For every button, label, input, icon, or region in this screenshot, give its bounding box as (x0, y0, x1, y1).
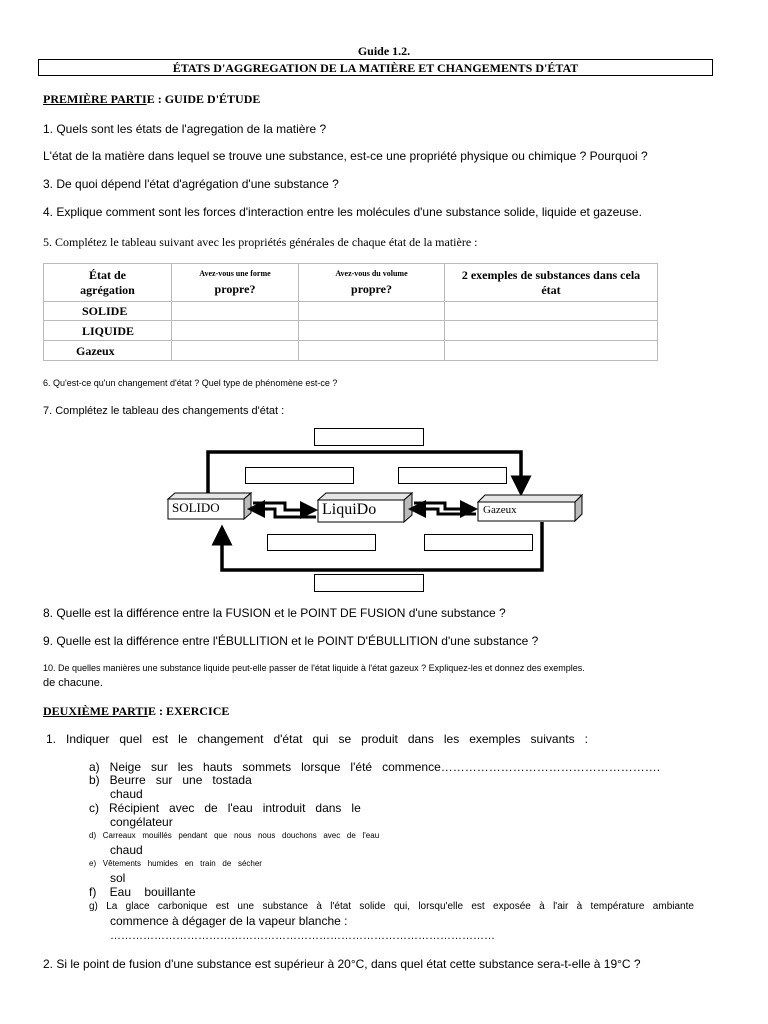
header-volume-big: propre? (351, 281, 392, 296)
exercise-item-d-line2: chaud (110, 843, 143, 857)
answer-box-fusion[interactable] (245, 467, 354, 484)
header-state-line1: État de (89, 267, 126, 282)
exercise-item-a: a) Neige sur les hauts sommets lorsque l'été commence………………………………………………. (89, 760, 661, 774)
answer-box-solidification[interactable] (267, 534, 376, 551)
exercise-item-b-line2: chaud (110, 787, 143, 801)
row-label-liquid: LIQUIDE (44, 321, 172, 341)
row-label-gas: Gazeux (44, 341, 172, 361)
table-row (44, 341, 658, 361)
exercise-item-g-line2: commence à dégager de la vapeur blanche : (110, 914, 348, 928)
question-8: 8. Quelle est la différence entre la FUSION et le POINT DE FUSION d'une substance ? (43, 606, 506, 620)
table-cell[interactable] (445, 341, 658, 361)
part1-heading-rest: E : GUIDE D'ÉTUDE (146, 92, 261, 106)
question-9: 9. Quelle est la différence entre l'ÉBULLITION et le POINT D'ÉBULLITION d'une substance ? (43, 634, 539, 648)
exercise-item-g-dots: …………………………………………………………………………………………… (110, 930, 495, 942)
header-cell-examples (445, 264, 658, 302)
exercise-item-c-line2: congélateur (110, 815, 173, 829)
table-cell[interactable] (445, 321, 658, 341)
question-10-line1: 10. De quelles manières une substance liquide peut-elle passer de l'état liquide à l'état gazeux ? Expliquez-les et donnez des exemples. (43, 663, 585, 673)
exercise-item-b-line1: b) Beurre sur une tostada (89, 773, 252, 787)
question-10-line2: de chacune. (43, 677, 103, 689)
table-cell[interactable] (299, 321, 445, 341)
guide-number: Guide 1.2. (357, 44, 411, 58)
table-cell[interactable] (172, 341, 299, 361)
liquid-label: LiquiDo (322, 501, 377, 518)
table-cell[interactable] (172, 302, 299, 321)
question-7: 7. Complétez le tableau des changements d'état : (43, 405, 285, 417)
exercise-item-e-line2: sol (110, 871, 126, 885)
state-change-diagram (160, 420, 600, 595)
answer-box-deposition[interactable] (314, 574, 424, 592)
header-examples-line1: 2 exemples de substances dans cela (461, 267, 641, 282)
exercise-1: 1. Indiquer quel est le changement d'état qui se produit dans les exemples suivants : (46, 732, 588, 746)
exercise-item-d-line1: d) Carreaux mouillés pendant que nous nous douchons avec de l'eau (89, 831, 380, 840)
exercise-item-e-line1: e) Vêtements humides en train de sécher (89, 859, 262, 868)
table-row (44, 302, 658, 321)
answer-box-sublimation[interactable] (314, 428, 424, 446)
table-header-row (44, 264, 658, 302)
exercise-item-g-line1: g) La glace carbonique est une substance à l'état solide qui, lorsqu'elle est exposée à l'air à température ambiante (89, 901, 694, 912)
part2-heading-rest: E : EXERCICE (148, 704, 230, 718)
gas-label: Gazeux (483, 504, 517, 516)
exercise-item-f: f) Eau bouillante (89, 885, 196, 899)
question-6: 6. Qu'est-ce qu'un changement d'état ? Quel type de phénomène est-ce ? (43, 378, 338, 388)
header-cell-volume (299, 264, 445, 302)
states-table (43, 263, 658, 361)
part1-heading (43, 92, 260, 107)
solid-label: SOLIDO (172, 500, 220, 515)
header-examples-line2: état (541, 282, 561, 297)
header-cell-shape (172, 264, 299, 302)
header-shape-small: Avez-vous une forme (199, 268, 271, 278)
question-4: 4. Explique comment sont les forces d'interaction entre les molécules d'une substance solide, liquide et gazeuse. (43, 205, 642, 219)
exercise-2: 2. Si le point de fusion d'une substance est supérieur à 20°C, dans quel état cette substance sera-t-elle à 19°C ? (43, 957, 641, 971)
header-cell-state (44, 264, 172, 302)
header-volume-small: Avez-vous du volume (335, 268, 408, 278)
part1-heading-underlined: PREMIÈRE PARTI (43, 92, 147, 106)
header-state-line2: agrégation (80, 282, 135, 297)
table-cell[interactable] (299, 302, 445, 321)
table-cell[interactable] (445, 302, 658, 321)
row-label-solid: SOLIDE (44, 302, 172, 321)
question-2: L'état de la matière dans lequel se trouve une substance, est-ce une propriété physique ou chimique ? Pourquoi ? (43, 149, 648, 163)
answer-box-condensation[interactable] (424, 534, 533, 551)
part2-heading (43, 704, 229, 719)
question-3: 3. De quoi dépend l'état d'agrégation d'une substance ? (43, 177, 339, 191)
header-shape-big: propre? (214, 281, 256, 296)
document-title: ÉTATS D'AGGREGATION DE LA MATIÈRE ET CHANGEMENTS D'ÉTAT (38, 59, 713, 76)
question-1: 1. Quels sont les états de l'agregation de la matière ? (43, 122, 327, 136)
part2-heading-underlined: DEUXIÈME PARTI (43, 704, 149, 718)
answer-box-vaporization[interactable] (398, 467, 507, 484)
table-cell[interactable] (172, 321, 299, 341)
exercise-item-c-line1: c) Récipient avec de l'eau introduit dans le (89, 801, 361, 815)
question-5: 5. Complétez le tableau suivant avec les propriétés générales de chaque état de la matière : (43, 235, 478, 249)
table-row (44, 321, 658, 341)
table-cell[interactable] (299, 341, 445, 361)
